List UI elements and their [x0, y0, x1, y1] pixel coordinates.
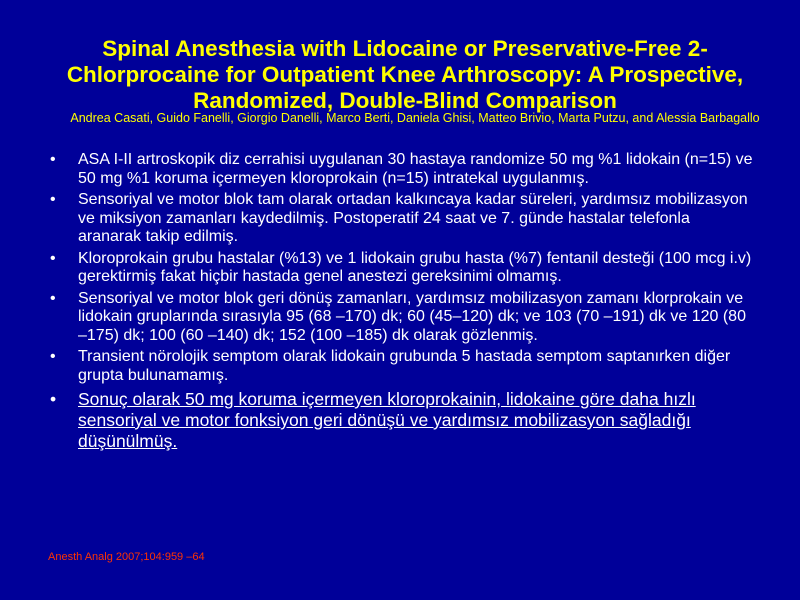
bullet-list	[50, 151, 756, 455]
bullet-marker: •	[50, 389, 57, 409]
author-list: Andrea Casati, Guido Fanelli, Giorgio Danelli, Marco Berti, Daniela Ghisi, Matteo Brivio, Marta Putzu, and Alessia Barbagallo	[70, 111, 760, 125]
bullet-text: Transient nörolojik semptom olarak lidokain grubunda 5 hastada semptom saptanırken diğer grupta bulunamamış.	[78, 348, 731, 384]
bullet-text: ASA I-II artroskopik diz cerrahisi uygulanan 30 hastaya randomize 50 mg %1 lidokain (n=15) ve 50 mg %1 koruma içermeyen kloroprokain (n=15) intratekal uygulanmış.	[78, 151, 753, 187]
bullet-marker: •	[50, 151, 56, 168]
bullet-text: Sensoriyal ve motor blok tam olarak ortadan kalkıncaya kadar süreleri, yardımsız mobilizasyon ve miksiyon zamanları kaydedilmiş. Postoperatif 24 saat ve 7. günde hastalar telefonla aranarak takip edilmiş.	[78, 191, 748, 245]
conclusion-text: Sonuç olarak 50 mg koruma içermeyen kloroprokainin, lidokaine göre daha hızlı sensoriyal ve motor fonksiyon geri dönüşü ve yardımsız mobilizasyon sağladığı düşünülmüş.	[78, 389, 696, 451]
bullet-marker: •	[50, 249, 56, 267]
slide-title: Spinal Anesthesia with Lidocaine or Preservative-Free 2-Chlorprocaine for Outpatient Knee Arthroscopy: A Prospective, Randomized, Double-Blind Comparison	[66, 36, 744, 113]
bullet-item	[50, 191, 756, 247]
bullet-text: Sensoriyal ve motor blok geri dönüş zamanları, yardımsız mobilizasyon zamanı klorprokain ve lidokain gruplarında sırasıyla 95 (68 –170) dk; 60 (45–120) dk; ve 103 (70 –191) dk ve 120 (80 –175) dk; 100 (60 –140) dk; 152 (100 –185) dk olarak gözlenmiş.	[78, 289, 746, 344]
bullet-item	[50, 290, 756, 346]
citation: Anesth Analg 2007;104:959 –64	[48, 551, 205, 563]
bullet-item	[50, 348, 756, 385]
bullet-marker: •	[50, 289, 56, 307]
bullet-marker: •	[50, 191, 56, 208]
bullet-text: Kloroprokain grubu hastalar (%13) ve 1 lidokain grubu hasta (%7) fentanil desteği (100 mcg i.v) gerektirmiş fakat hiçbir hastada genel anestezi gereksinimi olmamış.	[78, 249, 752, 285]
bullet-marker: •	[50, 348, 56, 365]
bullet-item	[50, 250, 756, 287]
bullet-item	[50, 151, 756, 188]
conclusion-item	[50, 389, 756, 452]
